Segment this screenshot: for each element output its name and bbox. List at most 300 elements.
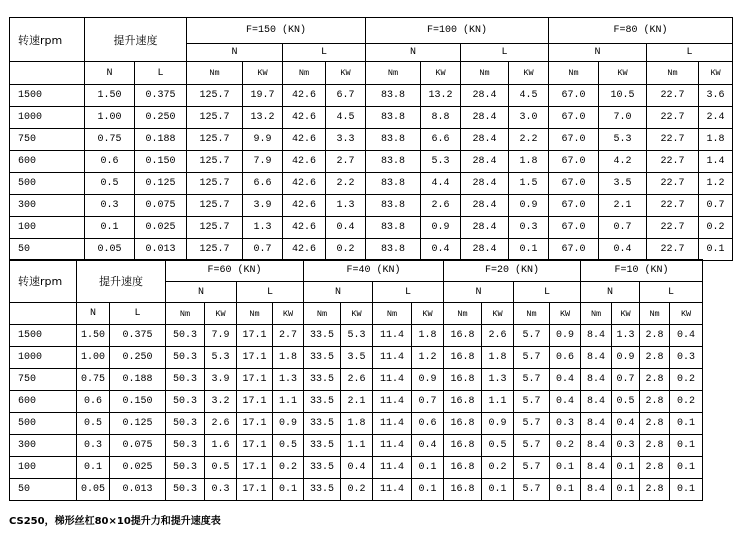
value-cell: 6.7 — [326, 85, 366, 107]
unit-header: Nm — [581, 303, 612, 325]
value-cell: 1.8 — [482, 347, 514, 369]
value-cell: 11.4 — [373, 435, 412, 457]
rpm-cell: 100 — [10, 457, 77, 479]
value-cell: 0.6 — [550, 347, 581, 369]
value-cell: 2.8 — [640, 347, 670, 369]
speed-header: 转速rpm — [10, 18, 85, 62]
rpm-cell: 100 — [10, 217, 85, 239]
table-row — [10, 239, 733, 261]
value-cell: 2.4 — [699, 107, 733, 129]
value-cell: 67.0 — [549, 151, 599, 173]
value-cell: 0.7 — [612, 369, 640, 391]
value-cell: 0.9 — [509, 195, 549, 217]
value-cell: 0.1 — [482, 479, 514, 501]
value-cell: 0.375 — [110, 325, 166, 347]
value-cell: 42.6 — [283, 151, 326, 173]
value-cell: 33.5 — [304, 479, 341, 501]
value-cell: 0.1 — [612, 479, 640, 501]
value-cell: 22.7 — [647, 217, 699, 239]
rpm-cell: 300 — [10, 195, 85, 217]
rpm-cell: 1500 — [10, 325, 77, 347]
rpm-cell: 300 — [10, 435, 77, 457]
lift-speed-header: 提升速度 — [85, 18, 187, 62]
load-group-header: F=40 (KN) — [304, 260, 444, 282]
value-cell: 0.05 — [77, 479, 110, 501]
value-cell: 2.1 — [341, 391, 373, 413]
value-cell: 4.4 — [421, 173, 461, 195]
value-cell: 67.0 — [549, 173, 599, 195]
value-cell: 42.6 — [283, 239, 326, 261]
value-cell: 11.4 — [373, 369, 412, 391]
value-cell: 1.8 — [699, 129, 733, 151]
value-cell: 8.4 — [581, 457, 612, 479]
value-cell: 5.7 — [514, 369, 550, 391]
unit-header: KW — [243, 62, 283, 85]
value-cell: 0.188 — [110, 369, 166, 391]
value-cell: 1.8 — [412, 325, 444, 347]
unit-header: Nm — [549, 62, 599, 85]
value-cell: 0.1 — [670, 479, 703, 501]
value-cell: 1.2 — [412, 347, 444, 369]
group-sub-header: L — [461, 44, 549, 62]
value-cell: 0.2 — [273, 457, 304, 479]
value-cell: 28.4 — [461, 239, 509, 261]
table-row — [10, 325, 703, 347]
value-cell: 11.4 — [373, 413, 412, 435]
value-cell: 67.0 — [549, 239, 599, 261]
lift-sub-header: N — [85, 62, 135, 85]
value-cell: 0.9 — [550, 325, 581, 347]
value-cell: 1.3 — [243, 217, 283, 239]
value-cell: 83.8 — [366, 129, 421, 151]
load-group-header: F=80 (KN) — [549, 18, 733, 44]
value-cell: 0.188 — [135, 129, 187, 151]
value-cell: 0.1 — [612, 457, 640, 479]
value-cell: 83.8 — [366, 85, 421, 107]
value-cell: 0.5 — [612, 391, 640, 413]
unit-header: Nm — [373, 303, 412, 325]
value-cell: 33.5 — [304, 391, 341, 413]
value-cell: 0.6 — [85, 151, 135, 173]
value-cell: 17.1 — [237, 391, 273, 413]
value-cell: 2.6 — [205, 413, 237, 435]
unit-header: Nm — [283, 62, 326, 85]
value-cell: 0.75 — [77, 369, 110, 391]
value-cell: 83.8 — [366, 217, 421, 239]
table-row — [10, 413, 703, 435]
value-cell: 33.5 — [304, 325, 341, 347]
value-cell: 67.0 — [549, 217, 599, 239]
value-cell: 5.3 — [205, 347, 237, 369]
group-sub-header: N — [366, 44, 461, 62]
value-cell: 1.4 — [699, 151, 733, 173]
value-cell: 11.4 — [373, 325, 412, 347]
rpm-cell: 50 — [10, 239, 85, 261]
value-cell: 0.05 — [85, 239, 135, 261]
rpm-cell: 500 — [10, 173, 85, 195]
value-cell: 67.0 — [549, 129, 599, 151]
value-cell: 22.7 — [647, 85, 699, 107]
value-cell: 83.8 — [366, 151, 421, 173]
value-cell: 42.6 — [283, 85, 326, 107]
table-caption: CS250，梯形丝杠80×10提升力和提升速度表 — [9, 516, 221, 527]
lift-sub-header: L — [135, 62, 187, 85]
value-cell: 0.3 — [77, 435, 110, 457]
value-cell: 0.2 — [482, 457, 514, 479]
value-cell: 4.2 — [599, 151, 647, 173]
value-cell: 1.3 — [326, 195, 366, 217]
group-sub-header: N — [581, 282, 640, 303]
load-group-header: F=20 (KN) — [444, 260, 581, 282]
value-cell: 22.7 — [647, 129, 699, 151]
blank-cell — [10, 303, 77, 325]
value-cell: 8.4 — [581, 347, 612, 369]
value-cell: 0.013 — [135, 239, 187, 261]
value-cell: 42.6 — [283, 129, 326, 151]
value-cell: 2.2 — [509, 129, 549, 151]
table-row — [10, 85, 733, 107]
lift-speed-header: 提升速度 — [77, 260, 166, 303]
value-cell: 16.8 — [444, 369, 482, 391]
value-cell: 0.3 — [509, 217, 549, 239]
rpm-cell: 50 — [10, 479, 77, 501]
value-cell: 8.4 — [581, 435, 612, 457]
value-cell: 0.150 — [135, 151, 187, 173]
value-cell: 3.9 — [205, 369, 237, 391]
unit-header: KW — [599, 62, 647, 85]
value-cell: 0.4 — [550, 391, 581, 413]
value-cell: 9.9 — [243, 129, 283, 151]
value-cell: 50.3 — [166, 413, 205, 435]
value-cell: 1.2 — [699, 173, 733, 195]
value-cell: 33.5 — [304, 413, 341, 435]
value-cell: 2.8 — [640, 479, 670, 501]
value-cell: 11.4 — [373, 479, 412, 501]
value-cell: 6.6 — [421, 129, 461, 151]
value-cell: 0.1 — [670, 413, 703, 435]
value-cell: 0.4 — [599, 239, 647, 261]
value-cell: 0.2 — [670, 369, 703, 391]
value-cell: 2.2 — [326, 173, 366, 195]
value-cell: 4.5 — [326, 107, 366, 129]
value-cell: 7.9 — [243, 151, 283, 173]
value-cell: 0.2 — [341, 479, 373, 501]
value-cell: 0.013 — [110, 479, 166, 501]
unit-header: KW — [482, 303, 514, 325]
value-cell: 8.8 — [421, 107, 461, 129]
value-cell: 17.1 — [237, 347, 273, 369]
rpm-cell: 1500 — [10, 85, 85, 107]
unit-header: KW — [699, 62, 733, 85]
value-cell: 50.3 — [166, 435, 205, 457]
value-cell: 0.4 — [421, 239, 461, 261]
value-cell: 0.075 — [110, 435, 166, 457]
value-cell: 50.3 — [166, 369, 205, 391]
table-row — [10, 151, 733, 173]
value-cell: 2.6 — [421, 195, 461, 217]
value-cell: 83.8 — [366, 239, 421, 261]
unit-row — [10, 62, 733, 85]
blank-cell — [10, 62, 85, 85]
value-cell: 0.1 — [85, 217, 135, 239]
value-cell: 125.7 — [187, 173, 243, 195]
unit-header: KW — [612, 303, 640, 325]
value-cell: 0.1 — [550, 457, 581, 479]
load-table-2 — [9, 259, 703, 501]
unit-header: Nm — [514, 303, 550, 325]
value-cell: 33.5 — [304, 369, 341, 391]
value-cell: 8.4 — [581, 325, 612, 347]
value-cell: 22.7 — [647, 107, 699, 129]
value-cell: 5.7 — [514, 457, 550, 479]
value-cell: 42.6 — [283, 173, 326, 195]
group-sub-header: L — [283, 44, 366, 62]
value-cell: 0.5 — [77, 413, 110, 435]
unit-header: KW — [509, 62, 549, 85]
value-cell: 1.1 — [341, 435, 373, 457]
value-cell: 5.7 — [514, 435, 550, 457]
value-cell: 28.4 — [461, 107, 509, 129]
value-cell: 0.6 — [412, 413, 444, 435]
value-cell: 0.4 — [670, 325, 703, 347]
value-cell: 83.8 — [366, 107, 421, 129]
value-cell: 42.6 — [283, 107, 326, 129]
table-row — [10, 107, 733, 129]
load-group-header: F=150 (KN) — [187, 18, 366, 44]
value-cell: 0.5 — [205, 457, 237, 479]
value-cell: 0.9 — [421, 217, 461, 239]
table-row — [10, 479, 703, 501]
unit-header: Nm — [640, 303, 670, 325]
value-cell: 0.125 — [110, 413, 166, 435]
value-cell: 1.50 — [85, 85, 135, 107]
value-cell: 5.7 — [514, 479, 550, 501]
group-sub-header: N — [166, 282, 237, 303]
unit-header: Nm — [304, 303, 341, 325]
unit-header: KW — [412, 303, 444, 325]
value-cell: 0.250 — [135, 107, 187, 129]
value-cell: 42.6 — [283, 217, 326, 239]
value-cell: 0.3 — [205, 479, 237, 501]
load-group-header: F=60 (KN) — [166, 260, 304, 282]
value-cell: 16.8 — [444, 391, 482, 413]
unit-row — [10, 303, 703, 325]
value-cell: 11.4 — [373, 391, 412, 413]
value-cell: 50.3 — [166, 347, 205, 369]
table-row — [10, 457, 703, 479]
table-row — [10, 129, 733, 151]
value-cell: 0.1 — [699, 239, 733, 261]
value-cell: 3.3 — [326, 129, 366, 151]
unit-header: KW — [550, 303, 581, 325]
value-cell: 22.7 — [647, 195, 699, 217]
unit-header: KW — [205, 303, 237, 325]
value-cell: 83.8 — [366, 173, 421, 195]
value-cell: 0.2 — [326, 239, 366, 261]
value-cell: 6.6 — [243, 173, 283, 195]
value-cell: 13.2 — [421, 85, 461, 107]
value-cell: 5.7 — [514, 325, 550, 347]
value-cell: 0.3 — [670, 347, 703, 369]
table-row — [10, 217, 733, 239]
unit-header: KW — [341, 303, 373, 325]
value-cell: 1.6 — [205, 435, 237, 457]
rpm-cell: 500 — [10, 413, 77, 435]
value-cell: 0.4 — [412, 435, 444, 457]
value-cell: 33.5 — [304, 435, 341, 457]
value-cell: 1.00 — [85, 107, 135, 129]
value-cell: 67.0 — [549, 85, 599, 107]
value-cell: 2.8 — [640, 435, 670, 457]
value-cell: 3.9 — [243, 195, 283, 217]
value-cell: 33.5 — [304, 347, 341, 369]
speed-header: 转速rpm — [10, 260, 77, 303]
value-cell: 28.4 — [461, 129, 509, 151]
group-sub-header: L — [647, 44, 733, 62]
value-cell: 4.5 — [509, 85, 549, 107]
rpm-cell: 600 — [10, 391, 77, 413]
table-row — [10, 173, 733, 195]
value-cell: 28.4 — [461, 85, 509, 107]
group-sub-header: L — [373, 282, 444, 303]
group-sub-header: N — [444, 282, 514, 303]
value-cell: 2.6 — [341, 369, 373, 391]
value-cell: 0.1 — [550, 479, 581, 501]
value-cell: 0.125 — [135, 173, 187, 195]
value-cell: 1.8 — [341, 413, 373, 435]
value-cell: 0.3 — [550, 413, 581, 435]
value-cell: 17.1 — [237, 457, 273, 479]
value-cell: 5.7 — [514, 413, 550, 435]
table-row — [10, 195, 733, 217]
value-cell: 28.4 — [461, 173, 509, 195]
value-cell: 0.4 — [341, 457, 373, 479]
value-cell: 50.3 — [166, 479, 205, 501]
value-cell: 0.7 — [599, 217, 647, 239]
group-sub-header: L — [237, 282, 304, 303]
table-row — [10, 435, 703, 457]
value-cell: 16.8 — [444, 457, 482, 479]
value-cell: 22.7 — [647, 239, 699, 261]
value-cell: 42.6 — [283, 195, 326, 217]
value-cell: 1.3 — [482, 369, 514, 391]
value-cell: 0.9 — [482, 413, 514, 435]
rpm-cell: 750 — [10, 369, 77, 391]
value-cell: 0.025 — [110, 457, 166, 479]
value-cell: 16.8 — [444, 479, 482, 501]
lift-sub-header: N — [77, 303, 110, 325]
value-cell: 13.2 — [243, 107, 283, 129]
value-cell: 28.4 — [461, 217, 509, 239]
value-cell: 1.8 — [509, 151, 549, 173]
value-cell: 0.4 — [612, 413, 640, 435]
value-cell: 1.50 — [77, 325, 110, 347]
value-cell: 8.4 — [581, 391, 612, 413]
value-cell: 2.8 — [640, 325, 670, 347]
table-body — [10, 85, 733, 261]
value-cell: 125.7 — [187, 151, 243, 173]
value-cell: 1.1 — [482, 391, 514, 413]
value-cell: 2.8 — [640, 391, 670, 413]
value-cell: 2.1 — [599, 195, 647, 217]
value-cell: 50.3 — [166, 391, 205, 413]
value-cell: 1.1 — [273, 391, 304, 413]
value-cell: 0.5 — [85, 173, 135, 195]
unit-header: Nm — [461, 62, 509, 85]
value-cell: 8.4 — [581, 413, 612, 435]
value-cell: 0.1 — [273, 479, 304, 501]
value-cell: 125.7 — [187, 107, 243, 129]
unit-header: Nm — [444, 303, 482, 325]
value-cell: 5.3 — [341, 325, 373, 347]
value-cell: 16.8 — [444, 347, 482, 369]
value-cell: 5.7 — [514, 347, 550, 369]
rpm-cell: 750 — [10, 129, 85, 151]
unit-header: KW — [326, 62, 366, 85]
table-row — [10, 347, 703, 369]
value-cell: 2.8 — [640, 457, 670, 479]
value-cell: 3.5 — [341, 347, 373, 369]
lift-sub-header: L — [110, 303, 166, 325]
rpm-cell: 1000 — [10, 347, 77, 369]
value-cell: 0.4 — [326, 217, 366, 239]
value-cell: 0.7 — [243, 239, 283, 261]
group-sub-header: N — [304, 282, 373, 303]
value-cell: 7.0 — [599, 107, 647, 129]
value-cell: 11.4 — [373, 347, 412, 369]
value-cell: 0.9 — [612, 347, 640, 369]
value-cell: 17.1 — [237, 435, 273, 457]
value-cell: 1.00 — [77, 347, 110, 369]
value-cell: 28.4 — [461, 195, 509, 217]
value-cell: 0.9 — [412, 369, 444, 391]
value-cell: 0.5 — [273, 435, 304, 457]
value-cell: 0.4 — [550, 369, 581, 391]
value-cell: 0.6 — [77, 391, 110, 413]
value-cell: 0.1 — [412, 457, 444, 479]
value-cell: 0.7 — [412, 391, 444, 413]
unit-header: Nm — [166, 303, 205, 325]
value-cell: 16.8 — [444, 435, 482, 457]
value-cell: 3.0 — [509, 107, 549, 129]
unit-header: Nm — [187, 62, 243, 85]
rpm-cell: 1000 — [10, 107, 85, 129]
value-cell: 0.9 — [273, 413, 304, 435]
value-cell: 125.7 — [187, 217, 243, 239]
value-cell: 0.075 — [135, 195, 187, 217]
value-cell: 0.1 — [77, 457, 110, 479]
table-body — [10, 325, 703, 501]
value-cell: 17.1 — [237, 479, 273, 501]
unit-header: Nm — [237, 303, 273, 325]
value-cell: 0.025 — [135, 217, 187, 239]
value-cell: 50.3 — [166, 457, 205, 479]
value-cell: 17.1 — [237, 369, 273, 391]
value-cell: 0.2 — [699, 217, 733, 239]
load-table-1 — [9, 17, 733, 261]
value-cell: 22.7 — [647, 151, 699, 173]
unit-header: Nm — [647, 62, 699, 85]
value-cell: 28.4 — [461, 151, 509, 173]
value-cell: 16.8 — [444, 413, 482, 435]
table-row — [10, 369, 703, 391]
value-cell: 3.5 — [599, 173, 647, 195]
value-cell: 0.1 — [670, 435, 703, 457]
value-cell: 0.75 — [85, 129, 135, 151]
unit-header: KW — [273, 303, 304, 325]
value-cell: 67.0 — [549, 107, 599, 129]
value-cell: 125.7 — [187, 85, 243, 107]
